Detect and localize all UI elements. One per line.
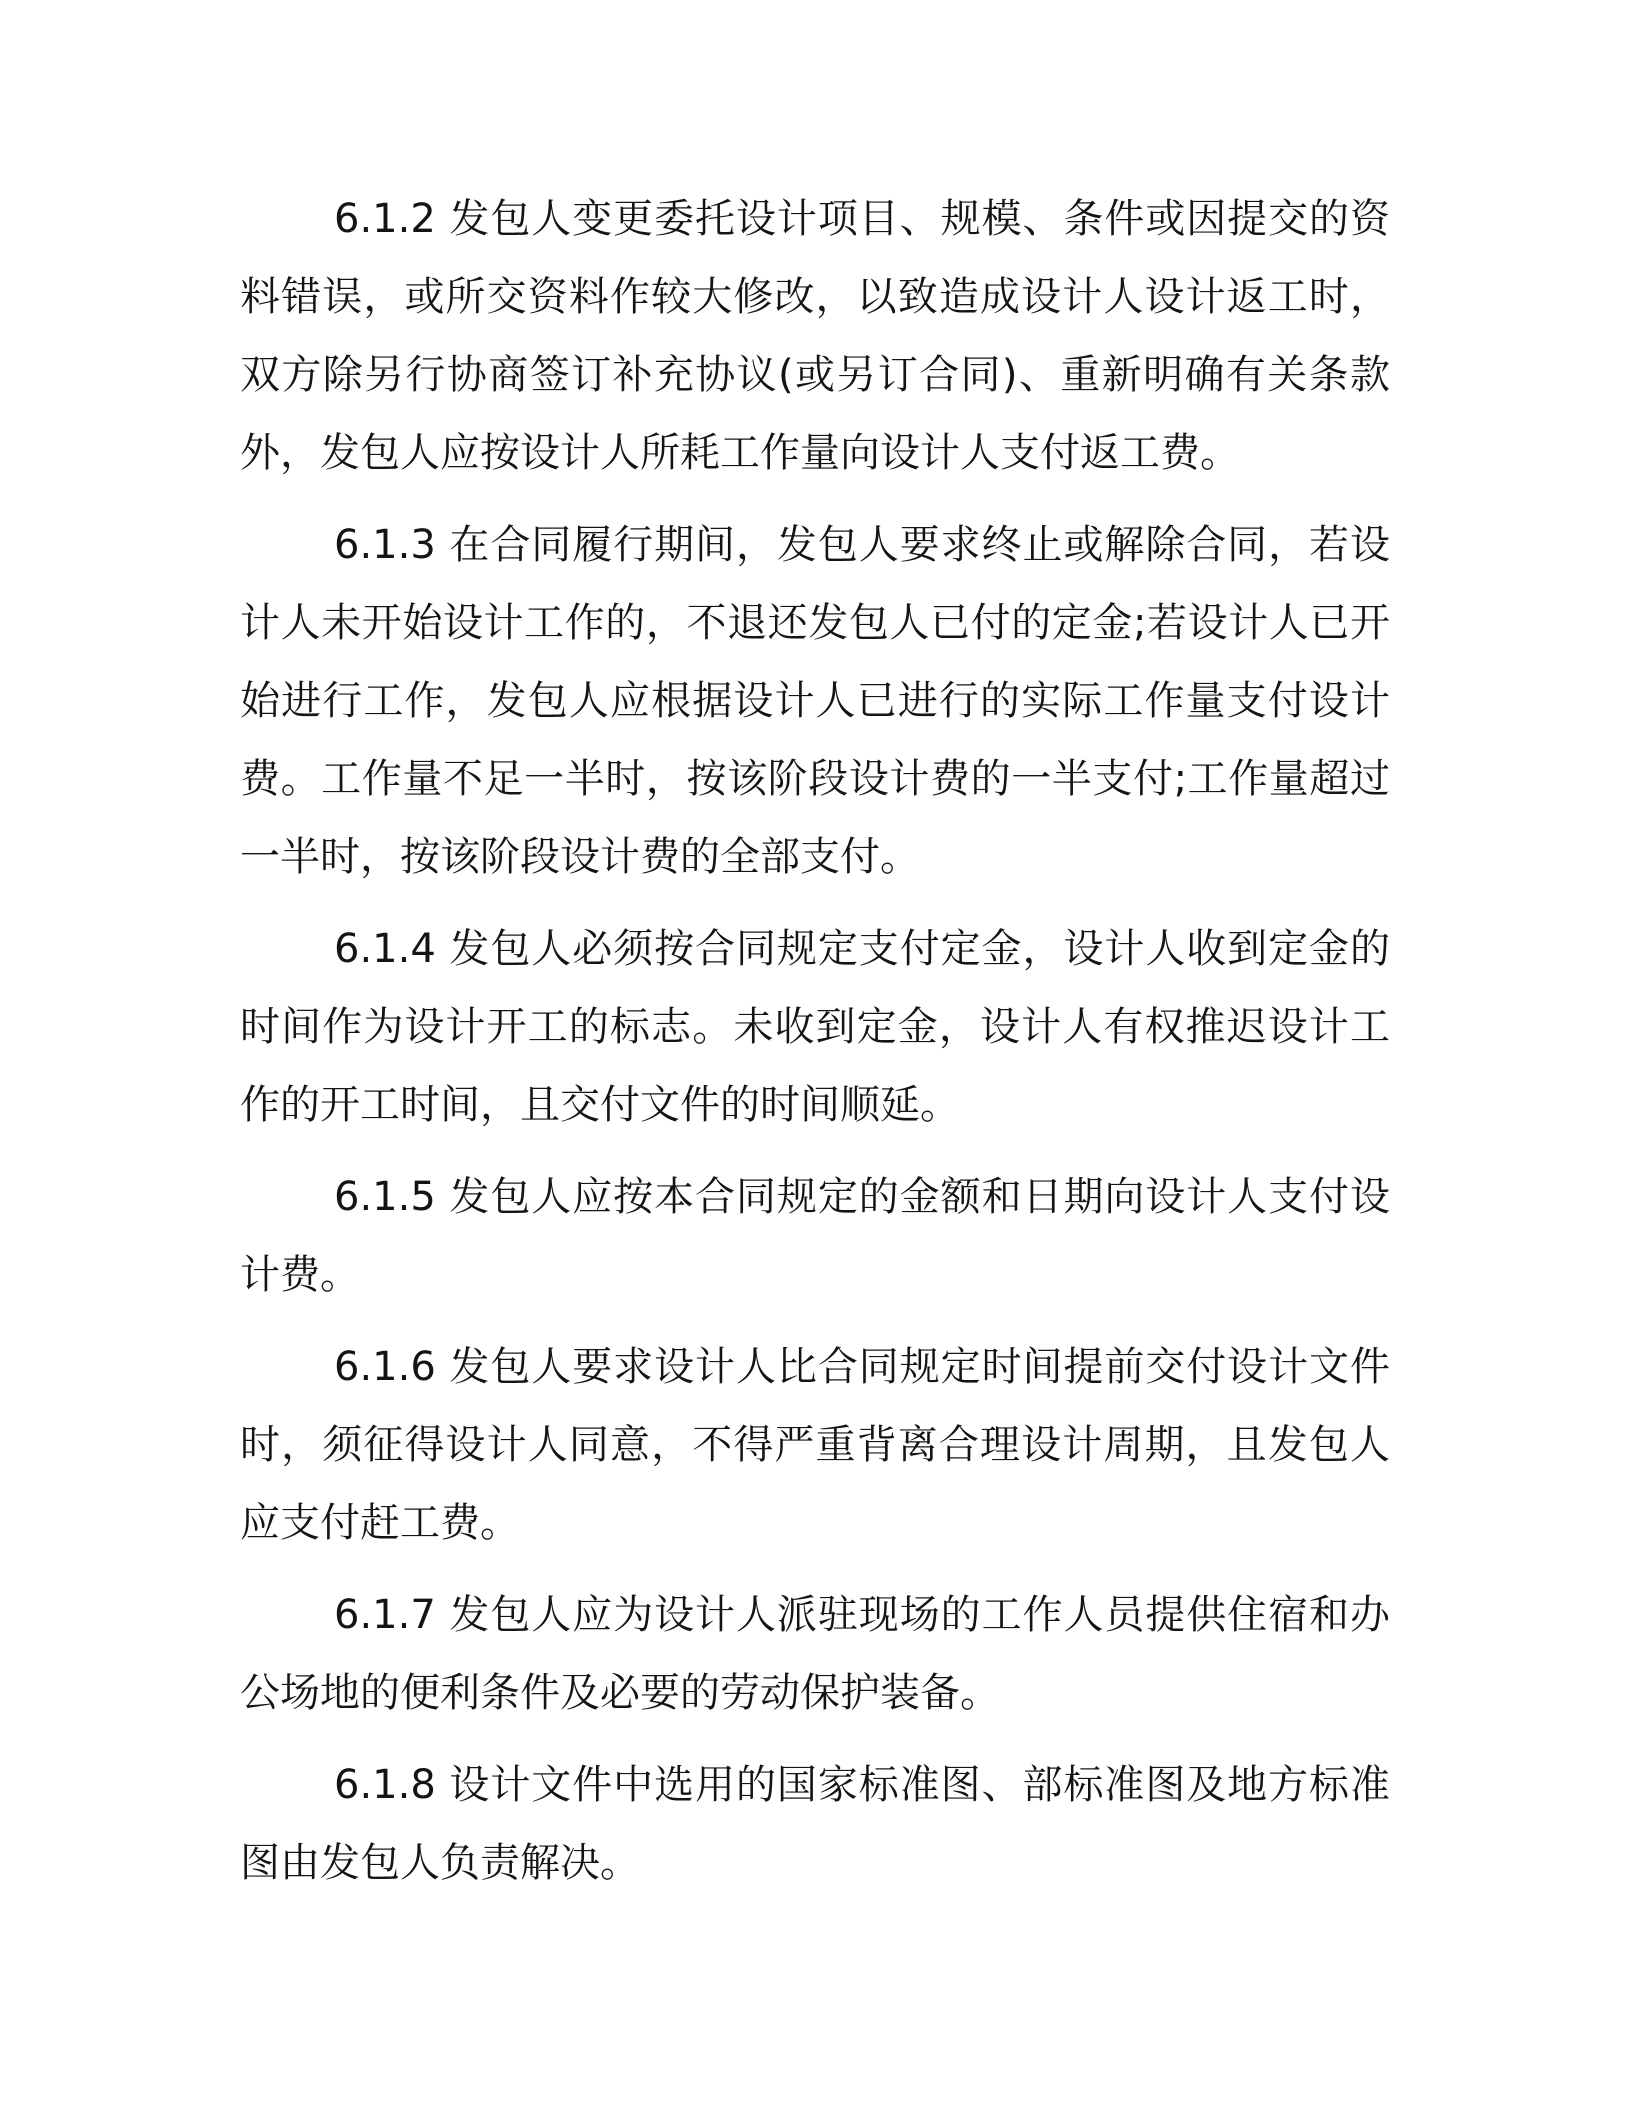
clause-6-1-6: 6.1.6 发包人要求设计人比合同规定时间提前交付设计文件时，须征得设计人同意，不得严重背离合理设计周期，且发包人应支付赶工费。 (240, 1344, 1390, 1546)
clause-6-1-4: 6.1.4 发包人必须按合同规定支付定金，设计人收到定金的时间作为设计开工的标志。未收到定金，设计人有权推迟设计工作的开工时间，且交付文件的时间顺延。 (240, 926, 1390, 1128)
clause-6-1-5: 6.1.5 发包人应按本合同规定的金额和日期向设计人支付设计费。 (240, 1174, 1390, 1298)
clause-6-1-7: 6.1.7 发包人应为设计人派驻现场的工作人员提供住宿和办公场地的便利条件及必要的劳动保护装备。 (240, 1592, 1390, 1716)
document-body (240, 180, 1390, 1916)
clause-6-1-2: 6.1.2 发包人变更委托设计项目、规模、条件或因提交的资料错误，或所交资料作较大修改，以致造成设计人设计返工时，双方除另行协商签订补充协议(或另订合同)、重新明确有关条款外，发包人应按设计人所耗工作量向设计人支付返工费。 (240, 196, 1390, 476)
clause-6-1-8: 6.1.8 设计文件中选用的国家标准图、部标准图及地方标准图由发包人负责解决。 (240, 1762, 1390, 1886)
clause-6-1-3: 6.1.3 在合同履行期间，发包人要求终止或解除合同，若设计人未开始设计工作的，不退还发包人已付的定金;若设计人已开始进行工作，发包人应根据设计人已进行的实际工作量支付设计费。工作量不足一半时，按该阶段设计费的一半支付;工作量超过一半时，按该阶段设计费的全部支付。 (240, 522, 1390, 880)
